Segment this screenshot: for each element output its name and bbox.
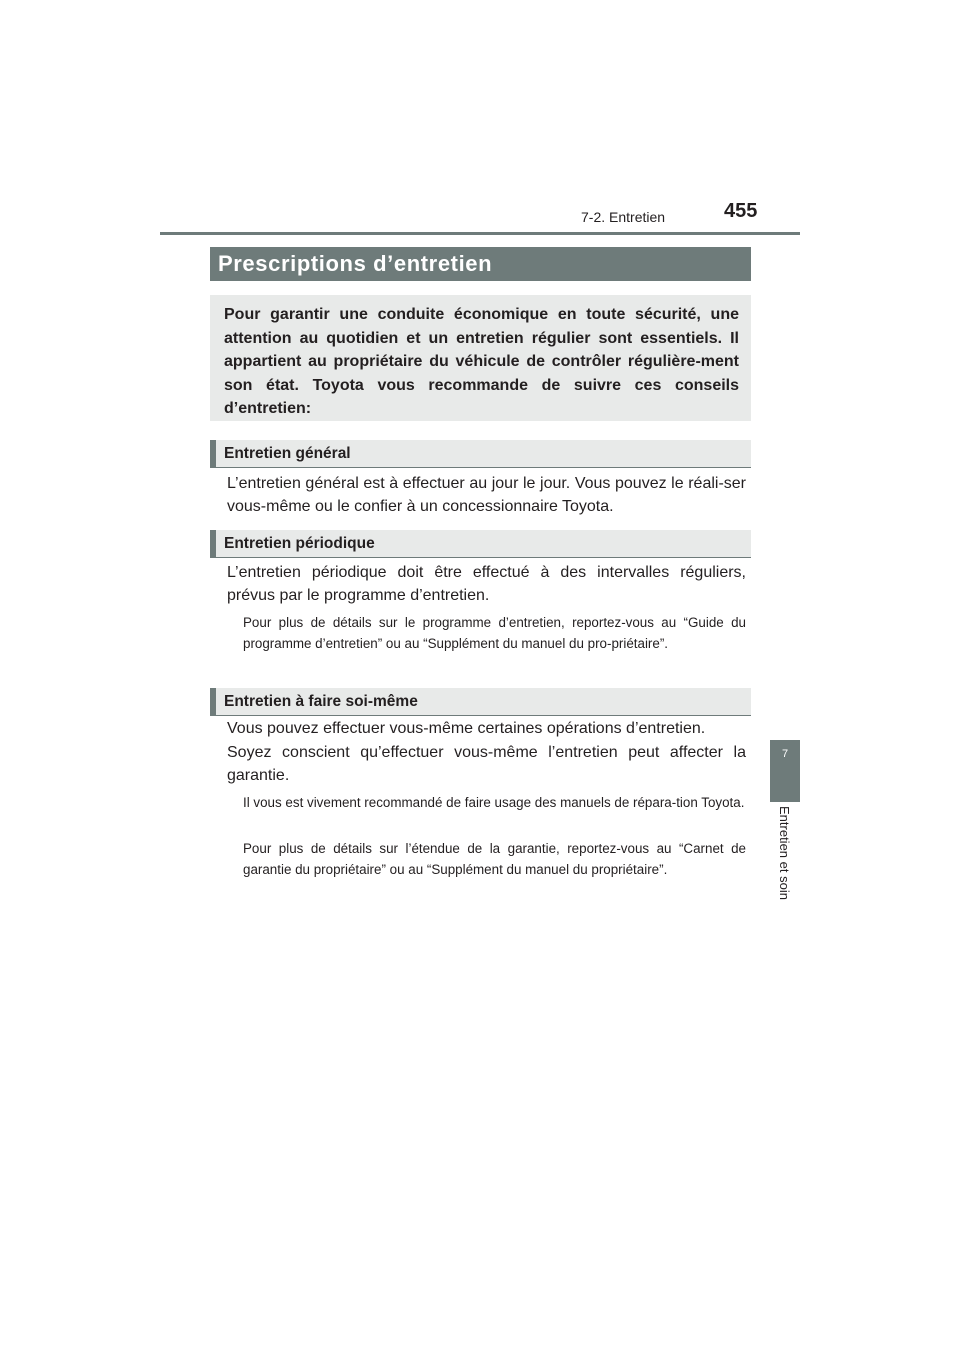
section-note-self-1: Il vous est vivement recommandé de faire usage des manuels de répara-tion Toyota. <box>243 795 745 810</box>
section-heading-text: Entretien général <box>224 445 351 462</box>
page-title: Prescriptions d’entretien <box>210 247 751 281</box>
section-label: 7-2. Entretien <box>581 209 666 225</box>
section-heading-general <box>210 440 751 468</box>
section-body-periodic: L’entretien périodique doit être effectué à des intervalles réguliers, prévus par le programme d’entretien. <box>227 564 746 604</box>
section-heading-text: Entretien périodique <box>224 535 375 552</box>
heading-marker <box>210 688 216 715</box>
section-body-self-line1: Vous pouvez effectuer vous-même certaines opérations d’entretien. <box>227 720 706 737</box>
section-note-periodic: Pour plus de détails sur le programme d’entretien, reportez-vous au “Guide du programme d’entretien” ou au “Supplément du manuel du pro-priétaire”. <box>243 615 746 651</box>
intro-box: Pour garantir une conduite économique en toute sécurité, une attention au quotidien et un entretien régulier sont essentiels. Il appartient au propriétaire du véhicule de contrôler régulière-ment son état. Toyota vous recommande de suivre ces conseils d’entretien: <box>210 295 751 421</box>
chapter-number: 7 <box>781 748 789 760</box>
page-number: 455 <box>724 200 758 222</box>
section-heading-self <box>210 688 751 716</box>
section-heading-periodic <box>210 530 751 558</box>
heading-marker <box>210 440 216 467</box>
section-heading-text: Entretien à faire soi-même <box>224 693 418 710</box>
chapter-tab-rule <box>770 800 800 802</box>
section-note-self-2: Pour plus de détails sur l’étendue de la garantie, reportez-vous au “Carnet de garantie du propriétaire” ou au “Supplément du manuel du propriétaire”. <box>243 841 746 877</box>
header-rule <box>160 232 800 235</box>
section-body-self-line2: Soyez conscient qu’effectuer vous-même l’entretien peut affecter la garantie. <box>227 744 746 784</box>
section-body-general: L’entretien général est à effectuer au jour le jour. Vous pouvez le réali-ser vous-même ou le confier à un concessionnaire Toyota. <box>227 475 746 515</box>
chapter-label: Entretien et soin <box>777 806 792 900</box>
heading-marker <box>210 530 216 557</box>
